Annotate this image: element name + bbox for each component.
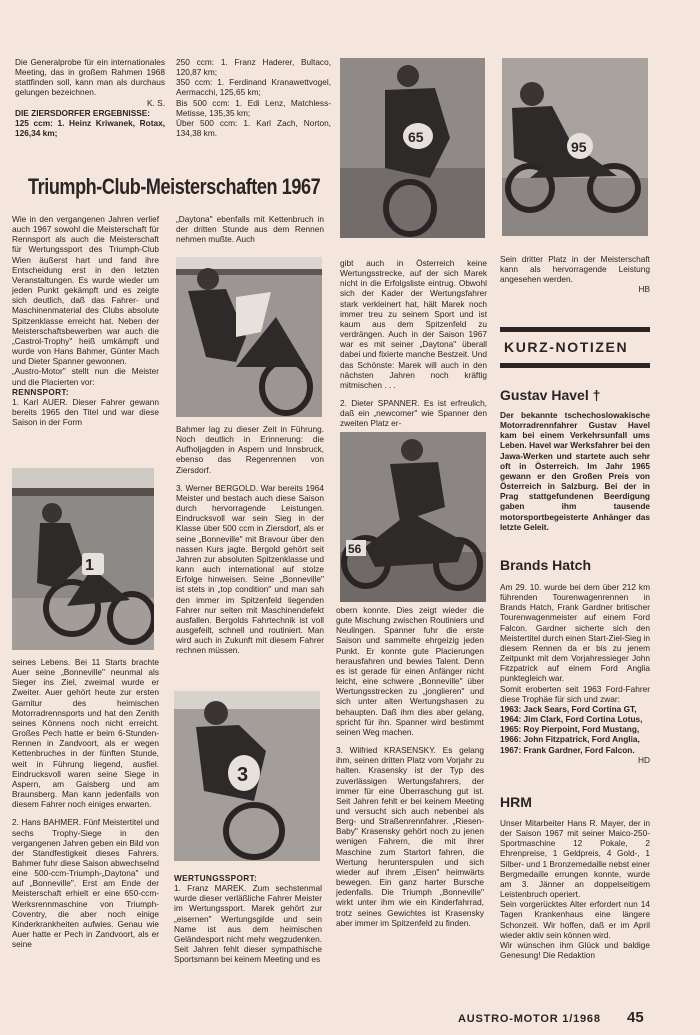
col4-paragraph: Sein dritter Platz in der Meisterschaft kann als hervorragende Leistung angesehen werden. bbox=[500, 254, 650, 285]
brands-list-item: 1965: Roy Pierpoint, Ford Mustang, bbox=[500, 724, 640, 735]
result-125: 125 ccm: 1. Heinz Kriwanek, Rotax, 126,34 km; bbox=[15, 117, 165, 139]
photo-rider-spanner bbox=[340, 432, 486, 602]
kurz-rule-bottom bbox=[500, 363, 650, 368]
section-heading-wertungssport: WERTUNGSSPORT: bbox=[174, 873, 258, 883]
intro-signature: K. S. bbox=[147, 97, 165, 108]
hrm-text bbox=[500, 818, 650, 960]
havel-title: Gustav Havel † bbox=[500, 387, 601, 403]
photo-rider-spanner-image bbox=[340, 432, 486, 602]
col1-paragraph: Wie in den vergangenen Jahren verlief auch 1967 sowohl die Meisterschaft für Rennsport als auch die Meisterschaft für Wertungssport des Triumph-Club Wien äußerst hart und fand ihre Entscheidung erst in den letzten Veranstaltungen. Es wurde wieder um jeden Punkt gekämpft und es zeigte sich deutlich, daß das Fahrer- und Maschinenmaterial des Clubs absolute Spitzenklasse erreicht hat. Neben der Meisterschaftsbewerben war auch die „Castrol-Trophy" heiß umkämpft und wurde von Hans Bahmer, Günter Mach und Dieter Spanner gewonnen. bbox=[12, 214, 159, 367]
photo-rider-auer-image bbox=[12, 468, 154, 650]
col3-paragraph: 3. Wilfried KRASENSKY. Es gelang ihm, seinen dritten Platz vom Vorjahr zu halten. Krasensky ist der Typ des zuverlässigen Wertungsfahrers, der immer für eine Überraschung gut ist. Seit Jahren fehlt er bei keinem Meeting und versucht sich auch nebenbei als Berg- und Straßenrennfahrer. „Riesen-Baby" Krasensky gehört noch zu jenen wenigen Fahrern, die mit ihrer Maschine zum Startort fahren, die Wertung herunterspulen und sich wieder auf ihrem „Eisen" heimwärts bewegen. Ein ganz harter Bursche jedenfalls. Die Triumph „Bonneville" wirkt unter ihm wie ein Kinderfahrrad, trotz seines Gewichtes ist Krasensky aber immer im Spitzenfeld zu finden. bbox=[336, 745, 484, 928]
photo-rider-krasensky bbox=[502, 58, 648, 236]
col1-paragraph: 2. Hans BAHMER. Fünf Meistertitel und sechs Trophy-Siege in den vergangenen Jahren geben ein Bild von der Standfestigkeit dieses Fahrers. Bahmer fuhr diese Saison abwechselnd eine 500-ccm-Triumph-„Daytona" und auf „Bonneville". Erst am Ende der Meisterschaft erhielt er eine 650-ccm-Werksrennmaschine von Triumph-Coventry, die aber noch einige Kinderkrankheiten aufwies. Genau wie Auer hatte er Pech in Zandvoort, als er seine bbox=[12, 817, 159, 950]
brands-signature: HD bbox=[638, 754, 650, 765]
brands-hatch-title: Brands Hatch bbox=[500, 557, 592, 573]
results-heading: DIE ZIERSDORFER ERGEBNISSE: bbox=[15, 107, 151, 118]
col2-paragraph: „Daytona" ebenfalls mit Kettenbruch in der dritten Stunde aus dem Rennen nehmen mußte. Auch bbox=[176, 214, 324, 245]
col2-paragraph: 3. Werner BERGOLD. War bereits 1964 Meister und bestach auch diese Saison durch hervorragende Leistungen. Eindrucksvoll war sein Sieg in der Klasse über 500 ccm in Ziersdorf, als er seine „Bonneville" mit Bravour über den nassen Kurs jagte. Bergold gehört seit Jahren zur absoluten Spitzenklasse und kann auch international auf stolze Erfolge hinweisen. Seine „Bonneville" ist stets in „top condition" und man sah den immer im Spitzenfeld liegenden Fahrer nur selten mit Maschinendefekt ausfallen. Bergolds Fahrtechnik ist voll ausgefeilt, schnell und routiniert. Man wird auch in Zukunft mit diesem Fahrer rechnen müssen. bbox=[176, 482, 324, 656]
brands-list-item: 1963: Jack Sears, Ford Cortina GT, bbox=[500, 703, 637, 714]
col3-paragraph: obern konnte. Dies zeigt wieder die gute Mischung zwischen Routiniers und Neulingen. Spanner fuhr die erste Saison und sammelte ehrgeizig jeden Punkt. Er konnte gute Placierungen herausfahren und bewies Talent. Denn es ist gerade für einen Anfänger nicht leicht, eine schwere „Bonneville" über Wertungsstrecken zu „jonglieren" und sich unter alten Wertungshasen zu behaupten. Daß ihm dies aber gelang, spricht für ihn. Spanner wird bestimmt seinen Weg machen. bbox=[336, 605, 484, 737]
col1-paragraph: 1. Karl AUER. Dieser Fahrer gewann bereits 1965 den Titel und war diese Saison in der Form bbox=[12, 396, 159, 428]
hrm-paragraph: Unser Mitarbeiter Hans R. Mayer, der in der Saison 1967 mit seiner Maico-250-Sportmaschine 12 Pokale, 2 Ehrenpreise, 1 Geldpreis, 4 Gold-, 1 Silber- und 1 Bronzemedaille nebst einer Bergmedaille errungen konnte, wurde am 3. Jänner an doppelseitigem Leistenbruch operiert. bbox=[500, 818, 650, 900]
result-over-500: Über 500 ccm: 1. Karl Zach, Norton, 134,38 km. bbox=[176, 117, 331, 139]
brands-paragraph: Somit eroberten seit 1963 Ford-Fahrer diese Trophäe für sich und zwar: bbox=[500, 683, 650, 704]
photo-rider-krasensky-image bbox=[502, 58, 648, 236]
intro-text: Die Generalprobe für ein internationales Meeting, das in großem Rahmen 1968 stattfinden soll, kann man als durchaus gelungen bezeichnen. bbox=[15, 57, 165, 98]
col3-paragraph: gibt auch in Österreich keine Wertungsstrecke, auf der sich Marek nicht in die Erfolgsliste eintrug. Obwohl sich der Kader der Wertungsfahrer stark verkleinert hat, hält Marek noch immer treu zu seinem Sport und ist kaum aus dem Spitzenfeld zu verdrängen. Auch in der Saison 1967 war es mit seiner „Daytona" überall dabei und fixierte manche Bestzeit. Und das Schönste: Marek will auch in den nächsten Jahren noch kräftig mitmischen . . . bbox=[340, 258, 487, 390]
brands-paragraph: Am 29. 10. wurde bei dem über 212 km führenden Tourenwagenrennen in Brands Hatch, Frank Gardner britischer Tourenwagenmeister auf einem Ford Falcon. Gardner sicherte sich den Meistertitel durch einen Start-Ziel-Sieg in diesem Rennen da er bis zu jenem Zeitpunkt mit dem Vorjahressieger John Fitzpatrick auf einem Ford Anglia punktegleich war. bbox=[500, 582, 650, 684]
col1-paragraph: „Austro-Motor" stellt nun die Meister und die Placierten vor: bbox=[12, 366, 159, 387]
col2-paragraph: Bahmer lag zu dieser Zeit in Führung. Noch deutlich in Erinnerung: die Aufholjagden in Aspern und Innsbruck, ebenso das Regenrennen von Ziersdorf. bbox=[176, 424, 324, 475]
photo-rider-bahmer bbox=[176, 257, 322, 417]
col1-top-text bbox=[12, 214, 159, 427]
photo-number-auer: 1 bbox=[85, 557, 94, 574]
col1-bottom-text bbox=[12, 657, 159, 949]
photo-rider-bahmer-image bbox=[176, 257, 322, 417]
photo-number-bergold: 3 bbox=[237, 764, 249, 786]
brands-hatch-text bbox=[500, 582, 650, 765]
footer-magazine: AUSTRO-MOTOR 1/1968 bbox=[458, 1013, 601, 1025]
col3-top-text bbox=[340, 258, 487, 429]
kurz-notizen-title: KURZ-NOTIZEN bbox=[504, 339, 629, 355]
col2-paragraph: 1. Franz MAREK. Zum sechstenmal wurde dieser verläßliche Fahrer Meister im Wertungssport. Marek gehört zur „eisernen" Wertungsgilde und sein Name ist aus dem heimischen Geländesport nicht mehr wegzudenken. Seit Jahren fehlt dieser sympathische Sportsmann bei keinem Meeting und es bbox=[174, 883, 322, 965]
article-title: Triumph-Club-Meisterschaften 1967 bbox=[28, 174, 321, 199]
result-250: 250 ccm: 1. Franz Haderer, Bultaco, 120,87 km; bbox=[176, 57, 331, 78]
col2-middle-text bbox=[176, 424, 324, 655]
col4-signature: HB bbox=[638, 284, 650, 295]
page-number: 45 bbox=[627, 1009, 644, 1026]
col4-top-text bbox=[500, 254, 650, 295]
brands-list-item: 1966: John Fitzpatrick, Ford Anglia, bbox=[500, 734, 640, 745]
col3-paragraph: 2. Dieter SPANNER. Es ist erfreulich, daß ein „newcomer" wie Spanner den zweiten Platz er- bbox=[340, 398, 487, 429]
kurz-rule-top bbox=[500, 327, 650, 332]
result-350: 350 ccm: 1. Ferdinand Kranawettvogel, Aermacchi, 125,65 km; bbox=[176, 77, 331, 98]
photo-rider-marek-image bbox=[340, 58, 485, 238]
brands-list-item: 1964: Jim Clark, Ford Cortina Lotus, bbox=[500, 714, 643, 725]
photo-number-marek: 65 bbox=[408, 129, 424, 145]
hrm-paragraph: Wir wünschen ihm Glück und baldige Genesung! Die Redaktion bbox=[500, 939, 650, 961]
hrm-paragraph: Sein vorgerücktes Alter erfordert nun 14 Tagen Krankenhaus eine längere Schonzeit. Wir hoffen, daß er im April wieder aktiv sein können wird. bbox=[500, 899, 650, 940]
results-block bbox=[176, 57, 331, 138]
photo-rider-bergold-image bbox=[174, 691, 320, 861]
brands-list-item: 1967: Frank Gardner, Ford Falcon. bbox=[500, 744, 635, 755]
hrm-title: HRM bbox=[500, 794, 532, 810]
col2-bottom-text bbox=[174, 873, 322, 964]
result-500: Bis 500 ccm: 1. Edi Lenz, Matchless-Metisse, 135,35 km; bbox=[176, 97, 331, 118]
photo-rider-bergold bbox=[174, 691, 320, 861]
section-heading-rennsport: RENNSPORT: bbox=[12, 386, 69, 397]
intro-block bbox=[15, 57, 165, 138]
col2-top-text bbox=[176, 214, 324, 244]
havel-text: Der bekannte tschechoslowakische Motorradrennfahrer Gustav Havel kam bei einem Verkehrsunfall ums Leben. Havel war Werksfahrer bei den Jawa-Werken und startete auch sehr oft in Österreich. Im Jahr 1965 gewann er den Großen Preis von Österreich in Salzburg. Bei der in Prag stattgefundenen Beerdigung gaben ihm tausende motorsportbegeisterte Anhänger das letzte Geleit. bbox=[500, 410, 650, 532]
col1-paragraph: seines Lebens. Bei 11 Starts brachte Auer seine „Bonneville" neunmal als Sieger ins Ziel, zweimal wurde er Zweiter. Auer gehört heute zur ersten Garnitur des heimischen Motorradrennsports und hat den Zenith seines Könnens noch nicht erreicht. Großes Pech hatte er beim 6-Stunden-Rennen in Zandvoort, als er wegen Kettenbruches in der fünften Stunde, weit in Führung liegend, ausfiel. Eindrucksvoll waren seine Siege in Aspern, am Gaisberg und am Braunsberg. Man kann jedenfalls von diesem Fahrer noch einiges erwarten. bbox=[12, 657, 159, 810]
photo-number-krasensky: 95 bbox=[571, 139, 587, 155]
col3-bottom-text bbox=[336, 605, 484, 928]
photo-number-spanner: 56 bbox=[348, 542, 362, 556]
photo-rider-marek bbox=[340, 58, 485, 238]
photo-rider-auer bbox=[12, 468, 154, 650]
